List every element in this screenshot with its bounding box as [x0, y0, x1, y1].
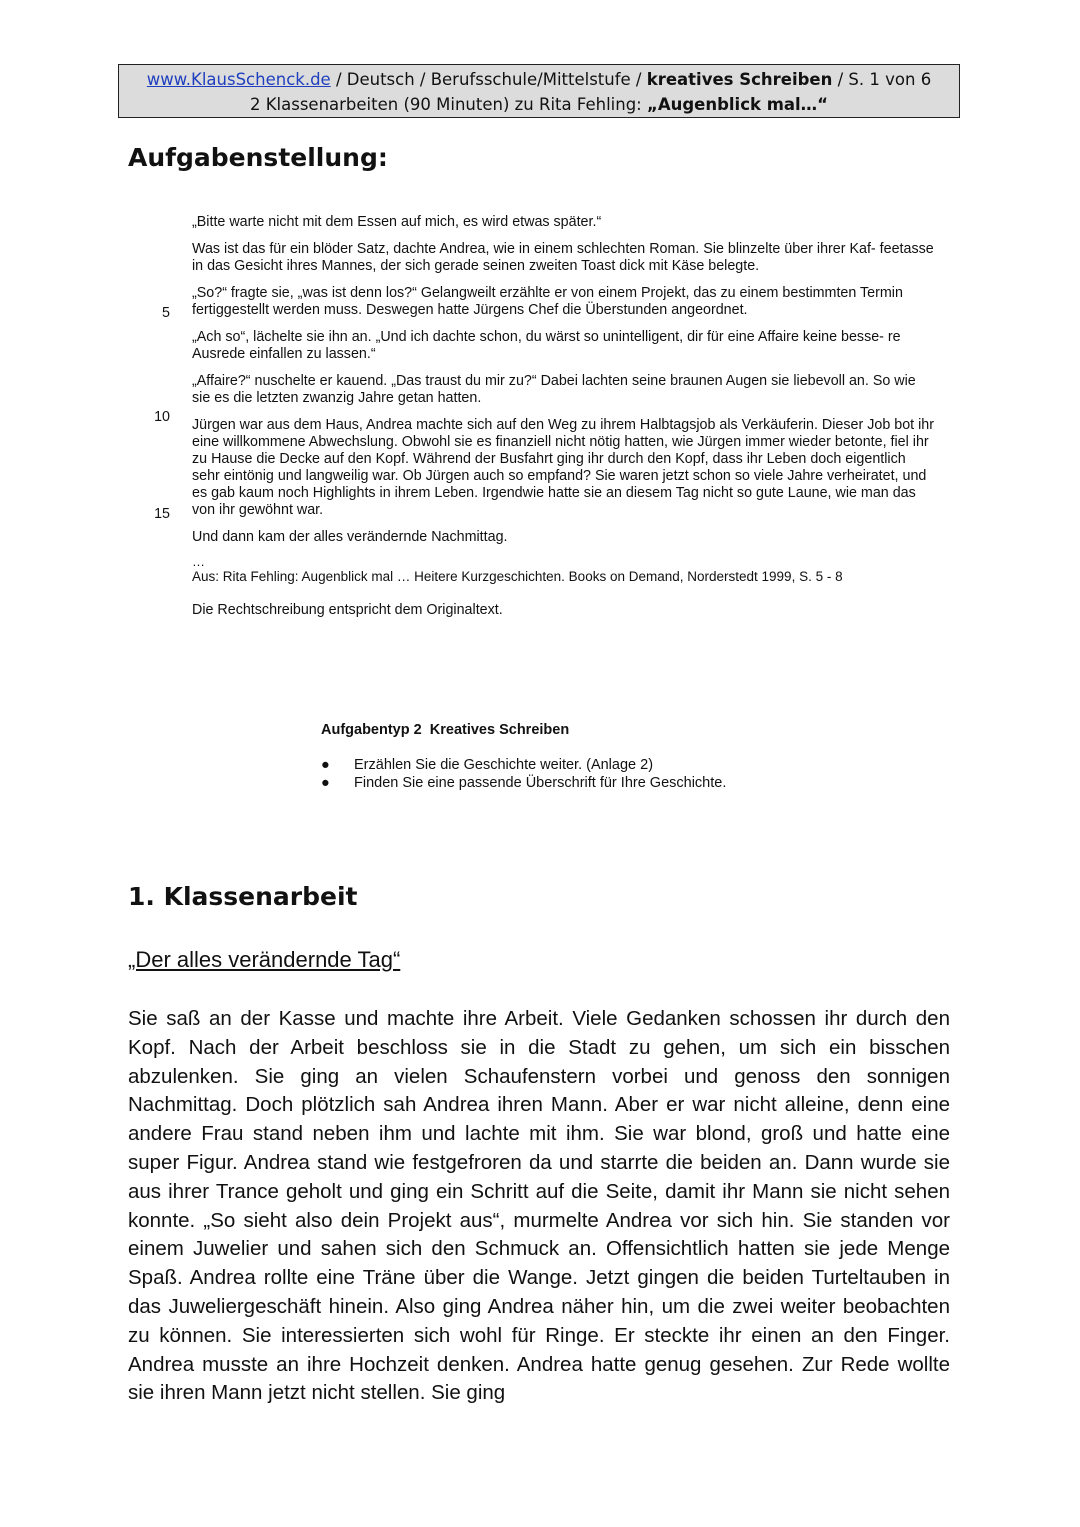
page-header	[118, 64, 960, 118]
line-number: 5	[162, 305, 170, 321]
task-item: ● Finden Sie eine passende Überschrift für Ihre Geschichte.	[321, 775, 727, 791]
header-topic: kreatives Schreiben	[646, 70, 833, 89]
excerpt-paragraph: Was ist das für ein blöder Satz, dachte Andrea, wie in einem schlechten Roman. Sie blinzelte über ihrer Kaf- feetasse in das Gesicht ihres Mannes, der sich gerade seinen zweiten Toast dick mit Käse belegte.	[192, 241, 934, 274]
story-title: „Der alles verändernde Tag“	[128, 947, 401, 972]
excerpt-note: Die Rechtschreibung entspricht dem Originaltext.	[192, 602, 503, 618]
bullet-icon: ●	[321, 757, 330, 773]
task-item: ● Erzählen Sie die Geschichte weiter. (Anlage 2)	[321, 757, 654, 773]
bullet-icon: ●	[321, 775, 330, 791]
header-line-2	[119, 92, 959, 117]
story-excerpt	[192, 214, 937, 619]
site-link[interactable]: www.KlausSchenck.de	[146, 70, 331, 89]
excerpt-paragraph: „Bitte warte nicht mit dem Essen auf mich, es wird etwas später.“	[192, 214, 602, 230]
excerpt-paragraph: Und dann kam der alles verändernde Nachmittag.	[192, 529, 508, 545]
story-text: Sie saß an der Kasse und machte ihre Arbeit. Viele Gedanken schossen ihr durch den Kopf. Nach der Arbeit beschloss sie in die Stadt zu gehen, um sich ein bisschen abzulenken. Sie ging an vielen Schaufenstern vorbei und genoss den sonnigen Nachmittag. Doch plötzlich sah Andrea ihren Mann. Aber er war nicht alleine, denn eine andere Frau stand neben ihm und lachte mit ihm. Sie war blond, groß und hatte eine super Figur. Andrea stand wie festgefroren da und starrte die beiden an. Dann wurde sie aus ihrer Trance geholt und ging ein Schritt auf die Seite, damit ihr Mann sie nicht sehen konnte. „So sieht also dein Projekt aus“, murmelte Andrea vor sich hin. Sie standen vor einem Juwelier und sahen sich den Schmuck an. Offensichtlich hatten sie jede Menge Spaß. Andrea rollte eine Träne über die Wange. Jetzt gingen die beiden Turteltauben in das Juweliergeschäft hinein. Also ging Andrea näher hin, um die zwei weiter beobachten zu können. Sie interessierten sich wohl für Ringe. Er steckte ihr einen an den Finger. Andrea musste an ihre Hochzeit denken. Andrea hatte genug gesehen. Zur Rede wollte sie ihren Mann jetzt nicht stellen. Sie ging	[128, 1007, 950, 1405]
header-work-title: „Augenblick mal…“	[646, 95, 829, 114]
header-line-1	[119, 67, 959, 92]
header-page: / S. 1 von 6	[832, 70, 932, 89]
task-type	[321, 722, 569, 738]
task-type-name: Kreatives Schreiben	[429, 722, 570, 738]
line-number: 10	[154, 409, 170, 425]
task-type-label: Aufgabentyp 2	[321, 722, 422, 738]
line-number: 15	[154, 506, 170, 522]
heading-klassenarbeit: 1. Klassenarbeit	[128, 882, 358, 911]
heading-aufgabenstellung: Aufgabenstellung:	[128, 143, 388, 172]
excerpt-paragraph: „Affaire?“ nuschelte er kauend. „Das traust du mir zu?“ Dabei lachten seine braunen Augen sie liebevoll an. So wie sie es die letzten zwanzig Jahre getan hatten.	[192, 373, 916, 406]
excerpt-ellipsis: …	[192, 554, 205, 569]
task-list	[321, 756, 726, 792]
excerpt-source: Aus: Rita Fehling: Augenblick mal … Heitere Kurzgeschichten. Books on Demand, Norderstedt 1999, S. 5 - 8	[192, 569, 843, 584]
excerpt-paragraph: „So?“ fragte sie, „was ist denn los?“ Gelangweilt erzählte er von einem Projekt, das zu einem bestimmten Termin fertiggestellt werden muss. Deswegen hatte Jürgens Chef die Überstunden angeordnet.	[192, 285, 903, 318]
header-subtitle: 2 Klassenarbeiten (90 Minuten) zu Rita Fehling:	[249, 95, 647, 114]
header-path: / Deutsch / Berufsschule/Mittelstufe /	[330, 70, 647, 89]
excerpt-paragraph: „Ach so“, lächelte sie ihn an. „Und ich dachte schon, du wärst so unintelligent, dir für eine Affaire keine besse- re Ausrede einfallen zu lassen.“	[192, 329, 901, 362]
excerpt-paragraph: Jürgen war aus dem Haus, Andrea machte sich auf den Weg zu ihrem Halbtagsjob als Verkäuferin. Dieser Job bot ihr eine willkommene Abwechslung. Obwohl sie es finanziell nicht nötig hatten, wie Jürgen immer wieder betonte, fiel ihr zu Hause die Decke auf den Kopf. Während der Busfahrt ging ihr durch den Kopf, dass ihr Leben doch eigentlich sehr eintönig und langweilig war. Ob Jürgen auch so empfand? Sie waren jetzt schon so viele Jahre verheiratet, und es gab kaum noch Highlights in ihrem Leben. Irgendwie hatte sie an diesem Tag nicht so gute Laune, wie man das von ihr gewöhnt war.	[192, 417, 934, 518]
